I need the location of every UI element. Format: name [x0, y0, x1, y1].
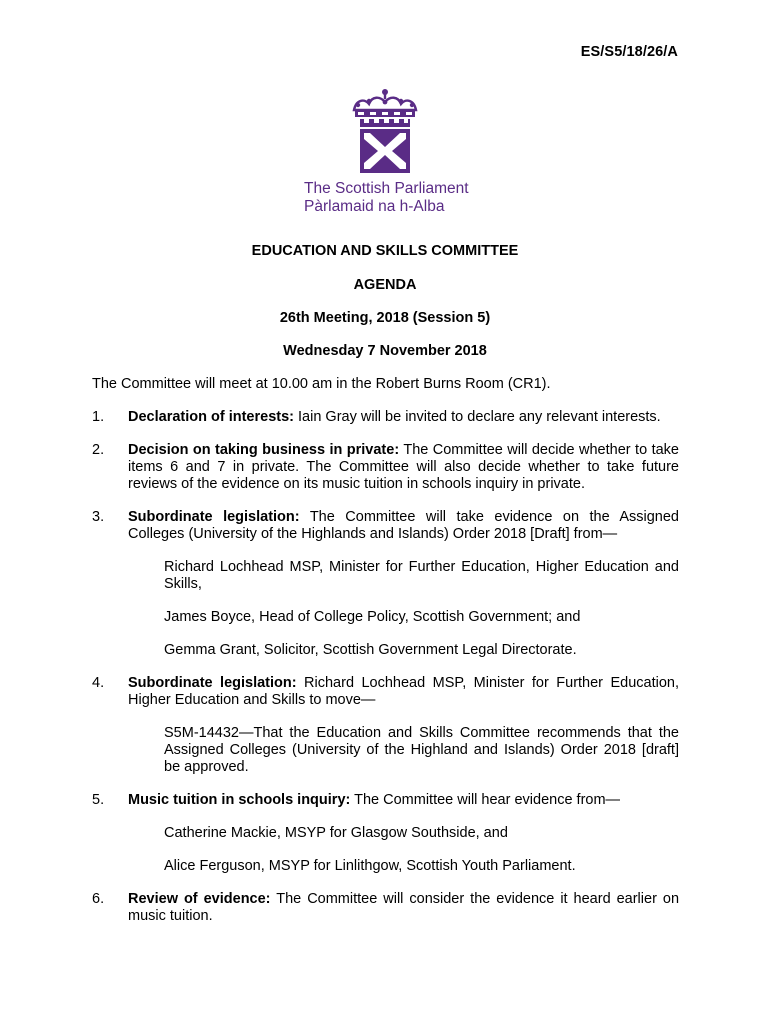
agenda-item-number: 1. [92, 409, 105, 425]
agenda-item-number: 3. [92, 509, 105, 525]
agenda-item-heading: Declaration of interests: [128, 409, 294, 425]
agenda-item-text [128, 442, 684, 493]
meeting-date: Wednesday 7 November 2018 [283, 343, 487, 359]
agenda-item [92, 675, 684, 776]
agenda-item-body: The Committee will consider the evidence it heard earlier on music tuition. [128, 891, 684, 924]
agenda-item-body: The Committee will decide whether to take items 6 and 7 in private. The Committee will also decide whether to take future reviews of the evidence on its music tuition in schools inquiry in private. [128, 442, 684, 492]
agenda-item-heading: Subordinate legislation: [128, 675, 297, 691]
parliament-name-english: The Scottish Parliament [304, 180, 469, 197]
agenda-item-subparagraphs [128, 825, 679, 875]
agenda-item [92, 792, 679, 875]
agenda-item-text [128, 792, 679, 809]
meeting-title: 26th Meeting, 2018 (Session 5) [279, 310, 491, 326]
parliament-name-logotype [304, 180, 474, 216]
agenda-item-body: Richard Lochhead MSP, Minister for Further Education, Higher Education and Skills to move— [128, 675, 684, 708]
agenda-item [92, 509, 684, 659]
agenda-item-number: 5. [92, 792, 105, 808]
agenda-item-number: 6. [92, 891, 105, 907]
agenda-item-subparagraphs [128, 559, 679, 659]
agenda-item-subparagraph: Gemma Grant, Solicitor, Scottish Government Legal Directorate. [164, 642, 577, 658]
committee-title: EDUCATION AND SKILLS COMMITTEE [251, 243, 519, 259]
agenda-item-number: 4. [92, 675, 105, 691]
agenda-item-body: The Committee will take evidence on the Assigned Colleges (University of the Highlands and Islands) Order 2018 [Draft] from— [128, 509, 684, 542]
agenda-item-number: 2. [92, 442, 105, 458]
agenda-item-subparagraphs [128, 725, 679, 776]
parliament-name-gaelic: Pàrlamaid na h-Alba [304, 198, 445, 215]
agenda-item [92, 442, 684, 493]
meeting-intro: The Committee will meet at 10.00 am in the Robert Burns Room (CR1). [92, 376, 551, 392]
agenda-item-heading: Decision on taking business in private: [128, 442, 400, 458]
agenda-item-subparagraph: James Boyce, Head of College Policy, Scottish Government; and [164, 609, 581, 625]
agenda-item-text [128, 675, 684, 709]
agenda-item-subparagraph: Richard Lochhead MSP, Minister for Further Education, Higher Education and Skills, [164, 559, 679, 592]
agenda-item-text [128, 409, 679, 426]
agenda-item-subparagraph: Alice Ferguson, MSYP for Linlithgow, Scottish Youth Parliament. [164, 858, 576, 874]
agenda-item-text [128, 891, 684, 925]
agenda-item-body: Iain Gray will be invited to declare any relevant interests. [294, 409, 661, 425]
agenda-item-subparagraph: S5M-14432—That the Education and Skills Committee recommends that the Assigned Colleges (University of the Highland and Islands) Order 2018 [draft] be approved. [164, 725, 679, 775]
agenda-title: AGENDA [353, 277, 417, 293]
agenda-item [92, 409, 679, 426]
agenda-item-heading: Review of evidence: [128, 891, 271, 907]
agenda-item-body: The Committee will hear evidence from— [350, 792, 621, 808]
document-reference: ES/S5/18/26/A [580, 44, 678, 60]
agenda-items-list [92, 409, 684, 941]
agenda-item [92, 891, 684, 925]
agenda-item-text [128, 509, 684, 543]
agenda-item-subparagraph: Catherine Mackie, MSYP for Glasgow Southside, and [164, 825, 508, 841]
agenda-item-heading: Music tuition in schools inquiry: [128, 792, 351, 808]
agenda-item-heading: Subordinate legislation: [128, 509, 300, 525]
scottish-parliament-crown-saltire-logo-icon [350, 88, 420, 174]
